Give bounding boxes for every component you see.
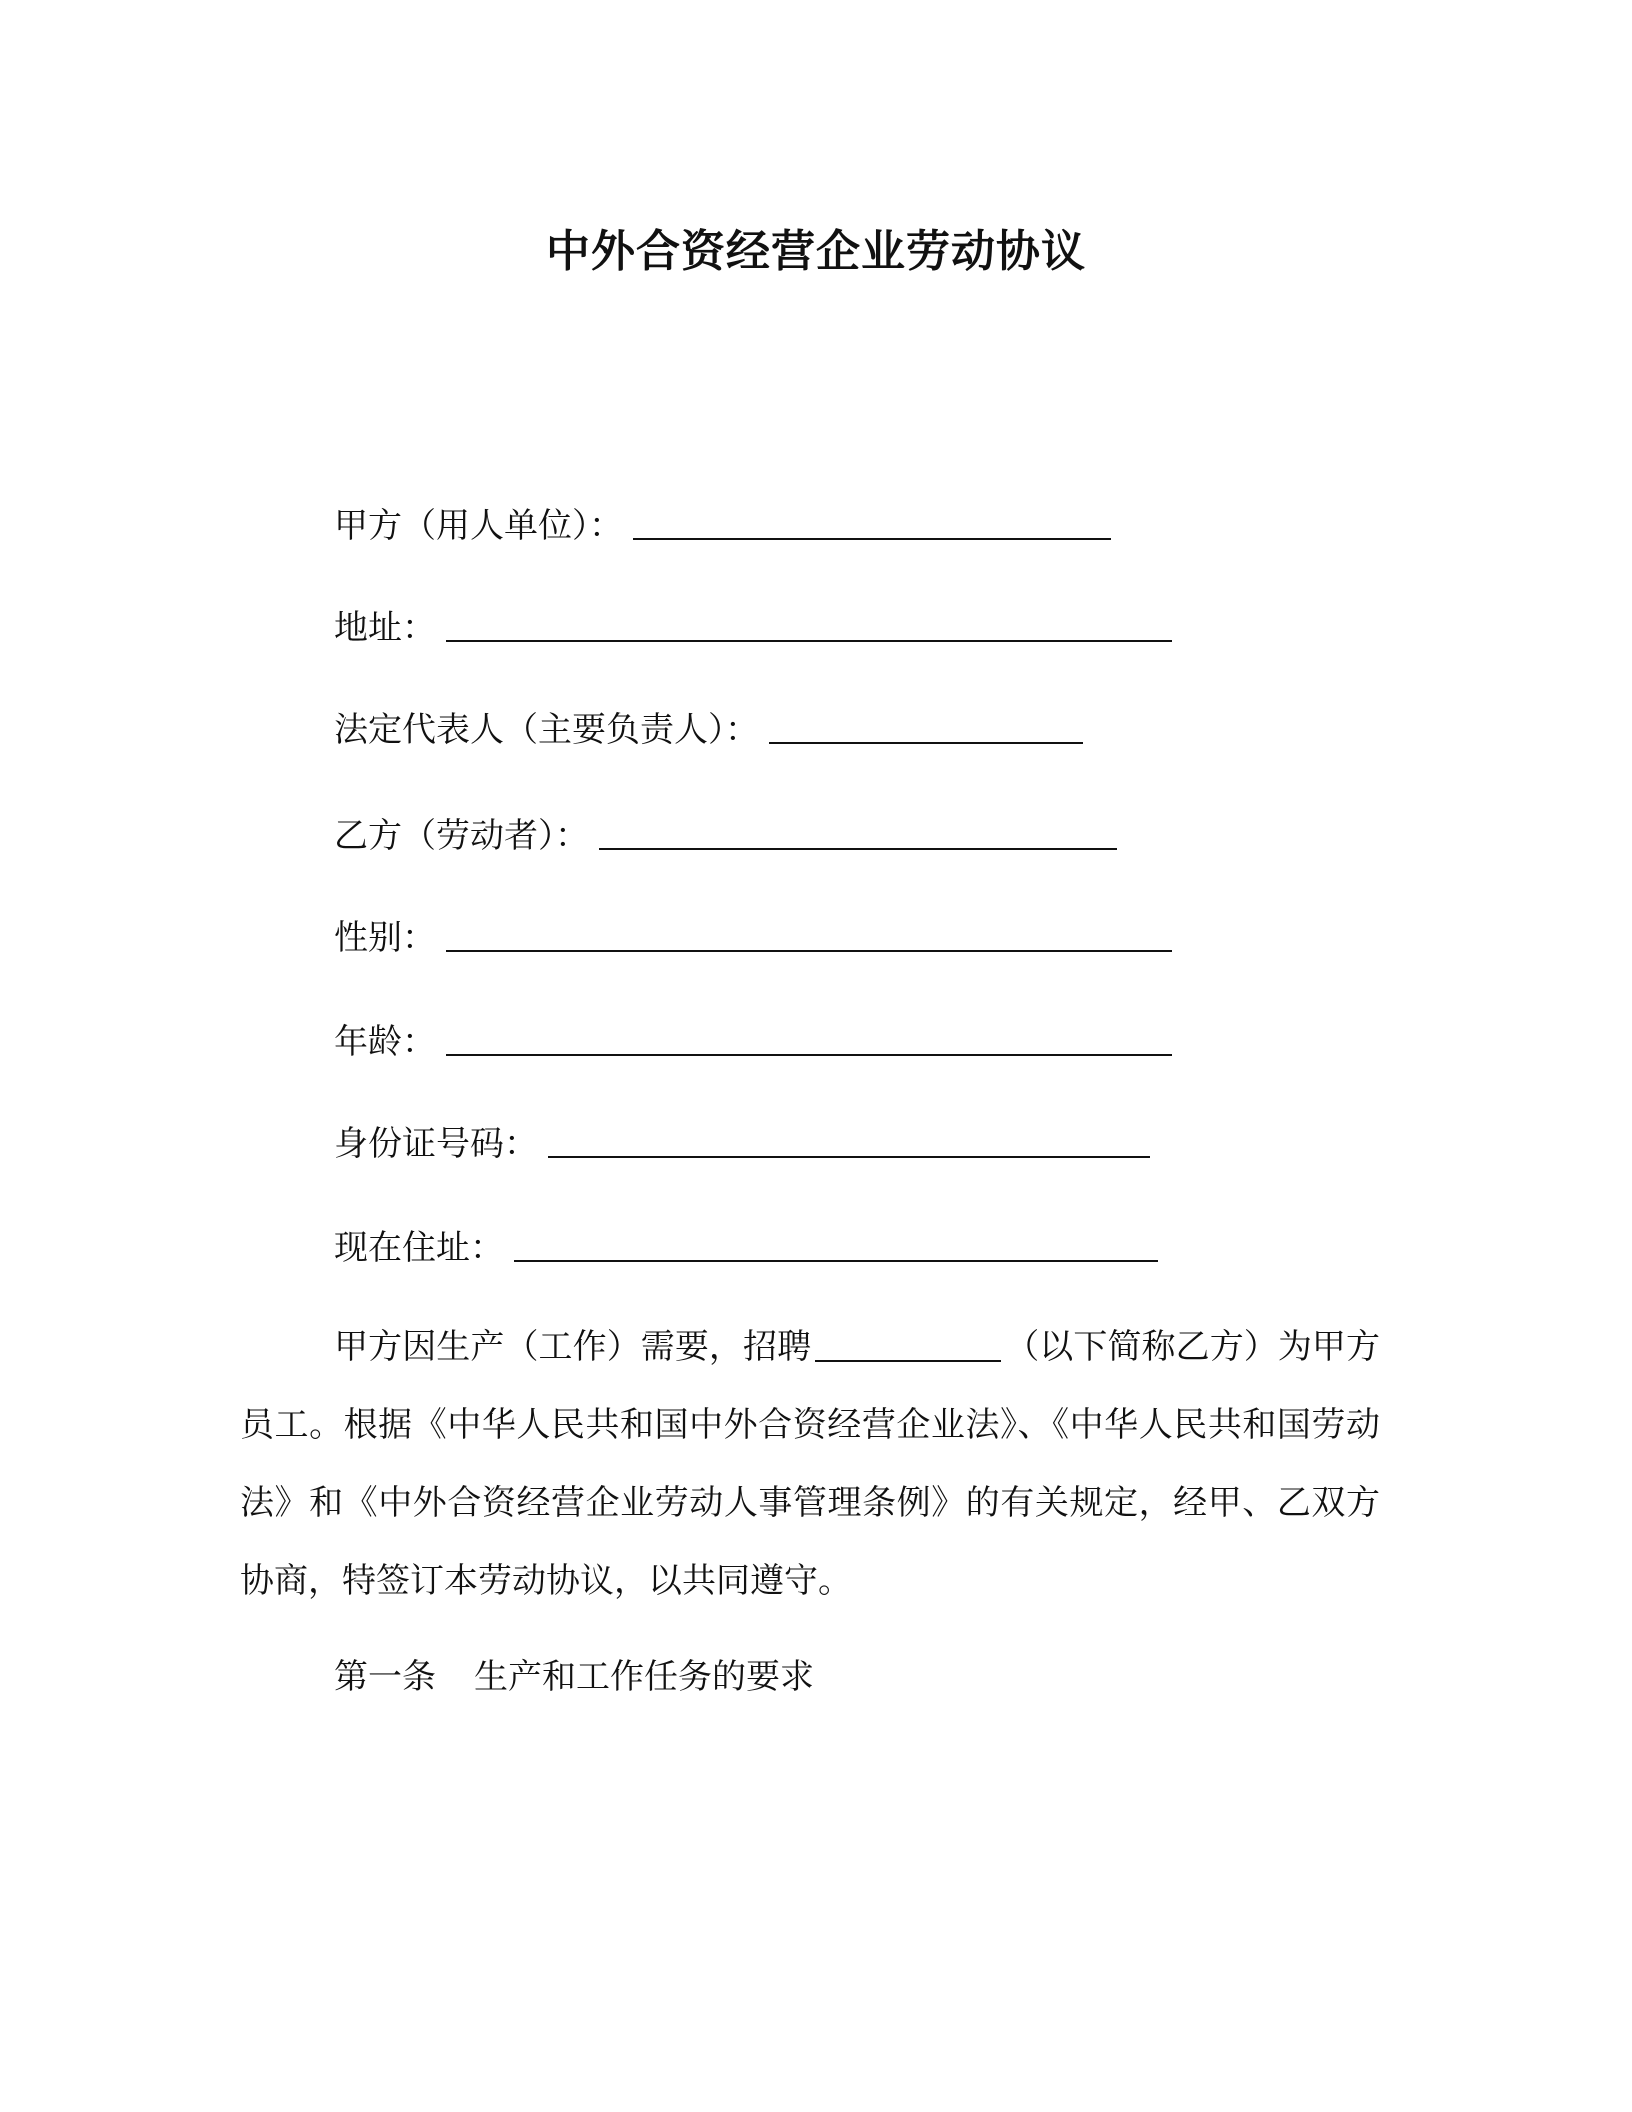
field-employee-label: 乙方（劳动者）： (334, 816, 589, 856)
document-title: 中外合资经营企业劳动协议 (546, 226, 1086, 277)
field-age (334, 1014, 1172, 1064)
field-employer-blank[interactable] (633, 538, 1111, 540)
intro-paragraph (240, 1308, 1380, 1620)
field-age-label: 年龄： (334, 1022, 436, 1062)
field-id-number-blank[interactable] (548, 1156, 1150, 1158)
article-number: 第一条 (334, 1657, 436, 1697)
field-gender (334, 910, 1172, 960)
field-id-number-label: 身份证号码： (334, 1124, 538, 1164)
intro-paragraph-part1: 甲方因生产（工作）需要，招聘 (334, 1327, 812, 1367)
field-current-address-label: 现在住址： (334, 1228, 504, 1268)
field-address (334, 600, 1172, 650)
field-employer (334, 498, 1111, 548)
field-employer-label: 甲方（用人单位）： (334, 506, 623, 546)
article-title: 生产和工作任务的要求 (474, 1657, 814, 1697)
intro-paragraph-part2: （以下简称乙方）为甲方员工。根据《中华人民共和国中外合资经营企业法》、《中华人民共和国劳动法》和《中外合资经营企业劳动人事管理条例》的有关规定，经甲、乙双方协商，特签订本劳动协议，以共同遵守。 (240, 1327, 1381, 1601)
field-legal-rep-label: 法定代表人（主要负责人）： (334, 710, 759, 750)
field-gender-blank[interactable] (446, 950, 1172, 952)
field-legal-rep-blank[interactable] (769, 742, 1083, 744)
field-current-address-blank[interactable] (514, 1260, 1158, 1262)
field-id-number (334, 1116, 1150, 1166)
field-legal-rep (334, 702, 1083, 752)
recruit-name-blank[interactable] (815, 1360, 1001, 1362)
field-gender-label: 性别： (334, 918, 436, 958)
field-address-blank[interactable] (446, 640, 1172, 642)
field-age-blank[interactable] (446, 1054, 1172, 1056)
field-current-address (334, 1220, 1158, 1270)
article-heading (334, 1652, 814, 1702)
field-employee (334, 808, 1117, 858)
field-address-label: 地址： (334, 608, 436, 648)
field-employee-blank[interactable] (599, 848, 1117, 850)
